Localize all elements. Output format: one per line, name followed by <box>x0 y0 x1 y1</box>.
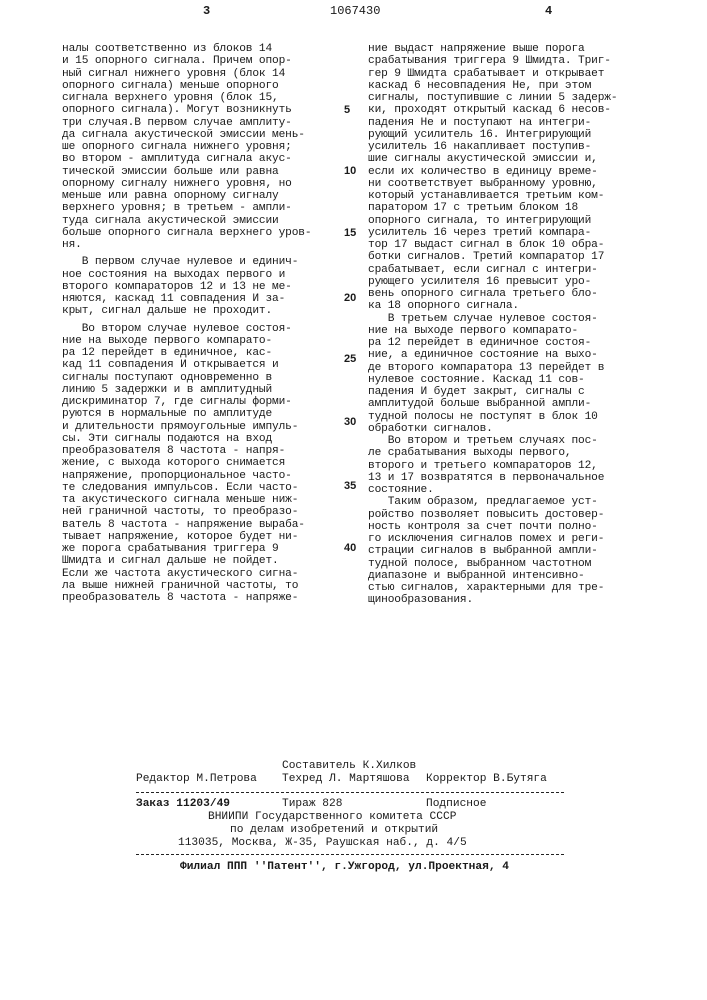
text-line: да сигнала акустической эмиссии мень- <box>62 129 311 141</box>
text-line: гер 9 Шмидта срабатывает и открывает <box>368 68 617 80</box>
text-line: те следования импульсов. Если часто- <box>62 482 311 494</box>
line-number: 20 <box>344 292 356 304</box>
text-line: ка 18 опорного сигнала. <box>368 300 617 312</box>
text-line: ное состояния на выходах первого и <box>62 269 311 281</box>
text-line: Во втором и третьем случаях пос- <box>368 435 617 447</box>
text-line: сигнала верхнего уровня (блок 15, <box>62 92 311 104</box>
text-line: паратором 17 с третьим блоком 18 <box>368 202 617 214</box>
text-line: ние, а единичное состояние на выхо- <box>368 349 617 361</box>
address: 113035, Москва, Ж-35, Раушская наб., д. 4/5 <box>178 837 467 849</box>
editor: Редактор М.Петрова <box>136 773 257 785</box>
text-line: тудной полосе, выбранном частотном <box>368 558 617 570</box>
text-line: рующего усилителя 16 превысит уро- <box>368 276 617 288</box>
subscription: Подписное <box>426 798 486 810</box>
text-line: сигналы, поступившие с линии 5 задерж- <box>368 92 617 104</box>
text-line: ние выдаст напряжение выше порога <box>368 43 617 55</box>
text-line: щинообразования. <box>368 594 617 606</box>
text-line: второго и третьего компараторов 12, <box>368 460 617 472</box>
text-line: ватель 8 частота - напряжение выраба- <box>62 519 311 531</box>
text-line: Шмидта и сигнал дальше не пойдет. <box>62 555 311 567</box>
line-number: 35 <box>344 480 356 492</box>
text-line: срабатывания триггера 9 Шмидта. Триг- <box>368 55 617 67</box>
text-line: усилитель 16 через третий компара- <box>368 227 617 239</box>
text-line: ки, проходят открытый каскад 6 несов- <box>368 104 617 116</box>
text-line: ней граничной частоты, то преобразо- <box>62 506 311 518</box>
org-line-1: ВНИИПИ Государственного комитета СССР <box>208 811 456 823</box>
text-line: ра 12 перейдет в единичное состоя- <box>368 337 617 349</box>
line-number: 5 <box>344 104 350 116</box>
text-line: страции сигналов в выбранной ампли- <box>368 545 617 557</box>
text-line: преобразователя 8 частота - напря- <box>62 445 311 457</box>
text-line: и длительности прямоугольные импуль- <box>62 421 311 433</box>
line-number: 40 <box>344 542 356 554</box>
text-line: нулевое состояние. Каскад 11 сов- <box>368 374 617 386</box>
text-line: кад 11 совпадения И открывается и <box>62 359 311 371</box>
compiler: Составитель К.Хилков <box>282 760 416 772</box>
text-line: обработки сигналов. <box>368 423 617 435</box>
text-line: руются в нормальные по амплитуде <box>62 408 311 420</box>
order-number: Заказ 11203/49 <box>136 798 230 810</box>
text-line: тической эмиссии больше или равна <box>62 166 311 178</box>
text-line: шие сигналы акустической эмиссии и, <box>368 153 617 165</box>
text-line: меньше или равна опорному сигналу <box>62 190 311 202</box>
text-line: если их количество в единицу време- <box>368 166 617 178</box>
org-line-2: по делам изобретений и открытий <box>230 824 438 836</box>
text-line: де второго компаратора 13 перейдет в <box>368 362 617 374</box>
text-line: жение, с выхода которого снимается <box>62 457 311 469</box>
divider <box>136 792 564 793</box>
text-line: больше опорного сигнала верхнего уров- <box>62 227 311 239</box>
text-line: опорного сигнала) меньше опорного <box>62 80 311 92</box>
text-line: го исключения сигналов помех и реги- <box>368 533 617 545</box>
text-line: три случая.В первом случае амплиту- <box>62 117 311 129</box>
text-line: опорного сигнала, то интегрирующий <box>368 215 617 227</box>
text-line: во втором - амплитуда сигнала акус- <box>62 153 311 165</box>
text-line: Во втором случае нулевое состоя- <box>62 323 311 335</box>
page-number-left: 3 <box>203 4 210 18</box>
text-line: состояние. <box>368 484 617 496</box>
line-number: 10 <box>344 165 356 177</box>
text-line: В третьем случае нулевое состоя- <box>368 313 617 325</box>
tech-editor: Техред Л. Мартяшова <box>282 773 410 785</box>
text-line: крыт, сигнал дальше не проходит. <box>62 305 311 317</box>
text-line: налы соответственно из блоков 14 <box>62 43 311 55</box>
text-line: ле срабатывания выходы первого, <box>368 447 617 459</box>
branch: Филиал ППП ''Патент'', г.Ужгород, ул.Проектная, 4 <box>180 861 509 873</box>
right-text-column <box>368 43 617 607</box>
text-line: напряжение, пропорциональное часто- <box>62 470 311 482</box>
text-line: который устанавливается третьим ком- <box>368 190 617 202</box>
text-line: та акустического сигнала меньше ниж- <box>62 494 311 506</box>
text-line: тывает напряжение, которое будет ни- <box>62 531 311 543</box>
text-line: и 15 опорного сигнала. Причем опор- <box>62 55 311 67</box>
text-line: ня. <box>62 239 311 251</box>
text-line: стью сигналов, характерными для тре- <box>368 582 617 594</box>
line-number: 15 <box>344 227 356 239</box>
text-line: линию 5 задержки и в амплитудный <box>62 384 311 396</box>
divider <box>136 854 564 855</box>
text-line: няются, каскад 11 совпадения И за- <box>62 293 311 305</box>
text-line: ный сигнал нижнего уровня (блок 14 <box>62 68 311 80</box>
text-line: Таким образом, предлагаемое уст- <box>368 496 617 508</box>
page-number-right: 4 <box>545 4 552 18</box>
left-text-column <box>62 43 311 604</box>
text-line: дискриминатор 7, где сигналы форми- <box>62 396 311 408</box>
text-line: сигналы поступают одновременно в <box>62 372 311 384</box>
text-line: В первом случае нулевое и единич- <box>62 256 311 268</box>
text-line: ность контроля за счет почти полно- <box>368 521 617 533</box>
text-line: ла выше нижней граничной частоты, то <box>62 580 311 592</box>
text-line: диапазоне и выбранной интенсивно- <box>368 570 617 582</box>
text-line: сы. Эти сигналы подаются на вход <box>62 433 311 445</box>
text-line: срабатывает, если сигнал с интегри- <box>368 264 617 276</box>
text-line: тудной полосы не поступят в блок 10 <box>368 411 617 423</box>
text-line: верхнего уровня; в третьем - ампли- <box>62 202 311 214</box>
text-line: преобразователь 8 частота - напряже- <box>62 592 311 604</box>
corrector: Корректор В.Бутяга <box>426 773 547 785</box>
text-line: опорного сигнала). Могут возникнуть <box>62 104 311 116</box>
text-line: же порога срабатывания триггера 9 <box>62 543 311 555</box>
text-line: рующий усилитель 16. Интегрирующий <box>368 129 617 141</box>
text-line: ни соответствует выбранному уровню, <box>368 178 617 190</box>
text-line: второго компараторов 12 и 13 не ме- <box>62 281 311 293</box>
line-number: 25 <box>344 353 356 365</box>
text-line: 13 и 17 возвратятся в первоначальное <box>368 472 617 484</box>
text-line: амплитудой больше выбранной ампли- <box>368 398 617 410</box>
text-line: опорному сигналу нижнего уровня, но <box>62 178 311 190</box>
text-line: тор 17 выдаст сигнал в блок 10 обра- <box>368 239 617 251</box>
text-line: падения И будет закрыт, сигналы с <box>368 386 617 398</box>
text-line: ние на выходе первого компарато- <box>62 335 311 347</box>
text-line: падения Не и поступают на интегри- <box>368 117 617 129</box>
line-number: 30 <box>344 416 356 428</box>
circulation: Тираж 828 <box>282 798 342 810</box>
text-line: туда сигнала акустической эмиссии <box>62 215 311 227</box>
text-line: вень опорного сигнала третьего бло- <box>368 288 617 300</box>
text-line: ние на выходе первого компарато- <box>368 325 617 337</box>
patent-number: 1067430 <box>330 4 380 18</box>
text-line: усилитель 16 накапливает поступив- <box>368 141 617 153</box>
text-line: ройство позволяет повысить достовер- <box>368 509 617 521</box>
text-line: ше опорного сигнала нижнего уровня; <box>62 141 311 153</box>
text-line: каскад 6 несовпадения Не, при этом <box>368 80 617 92</box>
text-line: Если же частота акустического сигна- <box>62 568 311 580</box>
text-line: ботки сигналов. Третий компаратор 17 <box>368 251 617 263</box>
text-line: ра 12 перейдет в единичное, кас- <box>62 347 311 359</box>
